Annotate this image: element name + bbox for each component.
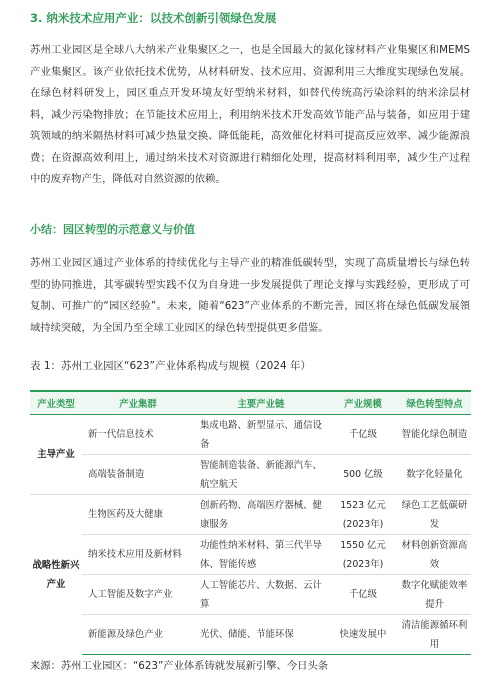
industry-table (30, 390, 471, 655)
scale-cell: 千亿级 (328, 575, 398, 615)
cluster-cell: 新能源及绿色产业 (82, 615, 194, 655)
feature-cell: 绿色工艺低碳研发 (398, 495, 471, 535)
feature-cell: 数字化赋能效率提升 (398, 575, 471, 615)
scale-cell: 1550 亿元(2023年) (328, 535, 398, 575)
table-row (30, 495, 471, 535)
feature-cell: 材料创新资源高效 (398, 535, 471, 575)
group-type-label: 主导产业 (30, 415, 82, 495)
header-scale: 产业规模 (328, 391, 398, 415)
scale-cell: 千亿级 (328, 415, 398, 455)
feature-cell: 数字化轻量化 (398, 455, 471, 495)
header-type: 产业类型 (30, 391, 82, 415)
table-row (30, 415, 471, 455)
table-row (30, 455, 471, 495)
scale-cell: 1523 亿元(2023年) (328, 495, 398, 535)
chain-cell: 光伏、储能、节能环保 (194, 615, 328, 655)
cluster-cell: 人工智能及数字产业 (82, 575, 194, 615)
table-header-row (30, 391, 471, 415)
scale-cell: 500 亿级 (328, 455, 398, 495)
chain-cell: 集成电路、新型显示、通信设备 (194, 415, 328, 455)
summary-heading: 小结：园区转型的示范意义与价值 (30, 223, 195, 236)
table-row (30, 575, 471, 615)
chain-cell: 创新药物、高端医疗器械、健康服务 (194, 495, 328, 535)
cluster-cell: 新一代信息技术 (82, 415, 194, 455)
section-paragraph: 苏州工业园区是全球八大纳米产业集聚区之一，也是全国最大的氮化镓材料产业集聚区和MEMS 产业集聚区。该产业依托技术优势，从材料研发、技术应用、资源利用三大维度实现绿色发展。在绿色材料研发上，园区重点开发环境友好型纳米材料，如替代传统高污染涂料的纳米涂层材料，减少污染物排放；在节能技术应用上，利用纳米技术开发高效节能产品与装备，如应用于建筑领域的纳米隔热材料可减少热量交换、降低能耗，高效催化材料可提高反应效率、减少能源浪费；在资源高效利用上，通过纳米技术对资源进行精细化处理，提高材料利用率，减少生产过程中的废弃物产生，降低对自然资源的依赖。 (30, 44, 470, 185)
header-cluster: 产业集群 (82, 391, 194, 415)
summary-paragraph: 苏州工业园区通过产业体系的持续优化与主导产业的精准低碳转型，实现了高质量增长与绿色转型的协同推进，其零碳转型实践不仅为自身进一步发展提供了理论支撑与实践经验，更形成了可复制、可推广的“园区经验”。未来，随着“623”产业体系的不断完善，园区将在绿色低碳发展領域持续突破，为全国乃至全球工业园区的绿色转型提供更多借鉴。 (30, 257, 470, 334)
cluster-cell: 高端装备制造 (82, 455, 194, 495)
table-row (30, 615, 471, 655)
cluster-cell: 纳米技术应用及新材料 (82, 535, 194, 575)
chain-cell: 功能性纳米材料、第三代半导体、智能传感 (194, 535, 328, 575)
scale-cell: 快速发展中 (328, 615, 398, 655)
chain-cell: 智能制造装备、新能源汽车、航空航天 (194, 455, 328, 495)
table-caption: 表 1：苏州工业园区“623”产业体系构成与规模（2024 年） (30, 360, 311, 372)
cluster-cell: 生物医药及大健康 (82, 495, 194, 535)
group-type-label: 战略性新兴产业 (30, 495, 82, 655)
chain-cell: 人工智能芯片、大数据、云计算 (194, 575, 328, 615)
table-row (30, 535, 471, 575)
header-chain: 主要产业链 (194, 391, 328, 415)
header-feature: 绿色转型特点 (398, 391, 471, 415)
section-heading: 3. 纳米技术应用产业：以技术创新引领绿色发展 (30, 11, 277, 25)
feature-cell: 清洁能源循环利用 (398, 615, 471, 655)
source-note: 来源：苏州工业园区：“623”产业体系铸就发展新引擎、今日头条 (30, 660, 329, 672)
feature-cell: 智能化绿色制造 (398, 415, 471, 455)
